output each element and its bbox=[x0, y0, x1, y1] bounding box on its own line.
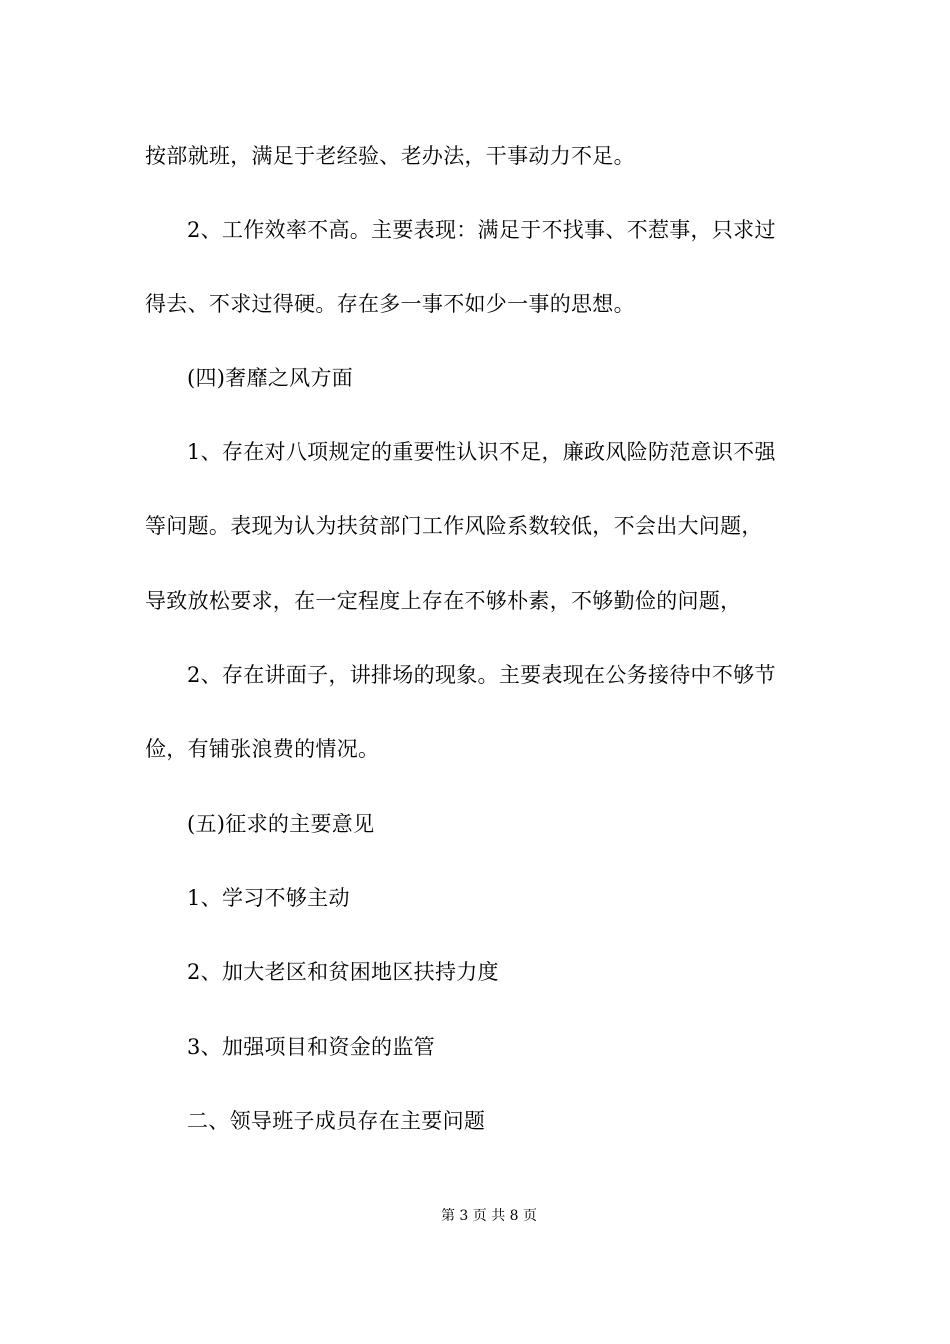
paragraph-line: 俭，有铺张浪费的情况。 bbox=[145, 737, 380, 761]
section-heading: (五)征求的主要意见 bbox=[187, 812, 375, 836]
section-heading: (四)奢靡之风方面 bbox=[187, 366, 354, 390]
paragraph-line: 2、存在讲面子，讲排场的现象。主要表现在公务接待中不够节 bbox=[187, 663, 776, 687]
paragraph-line: 1、存在对八项规定的重要性认识不足，廉政风险防范意识不强 bbox=[187, 440, 776, 464]
paragraph-line: 得去、不求过得硬。存在多一事不如少一事的思想。 bbox=[145, 292, 635, 316]
paragraph-line: 导致放松要求，在一定程度上存在不够朴素，不够勤俭的问题， bbox=[145, 589, 742, 613]
paragraph-line: 按部就班，满足于老经验、老办法，干事动力不足。 bbox=[145, 144, 635, 168]
list-item: 2、加大老区和贫困地区扶持力度 bbox=[187, 960, 499, 984]
page-number-footer: 第 3 页 共 8 页 bbox=[440, 1208, 538, 1224]
paragraph-line: 等问题。表现为认为扶贫部门工作风险系数较低，不会出大问题， bbox=[145, 514, 763, 538]
list-item: 3、加强项目和资金的监管 bbox=[187, 1035, 435, 1059]
paragraph-line: 2、工作效率不高。主要表现：满足于不找事、不惹事，只求过 bbox=[187, 218, 776, 242]
list-item: 1、学习不够主动 bbox=[187, 886, 350, 910]
section-heading: 二、领导班子成员存在主要问题 bbox=[187, 1109, 486, 1133]
